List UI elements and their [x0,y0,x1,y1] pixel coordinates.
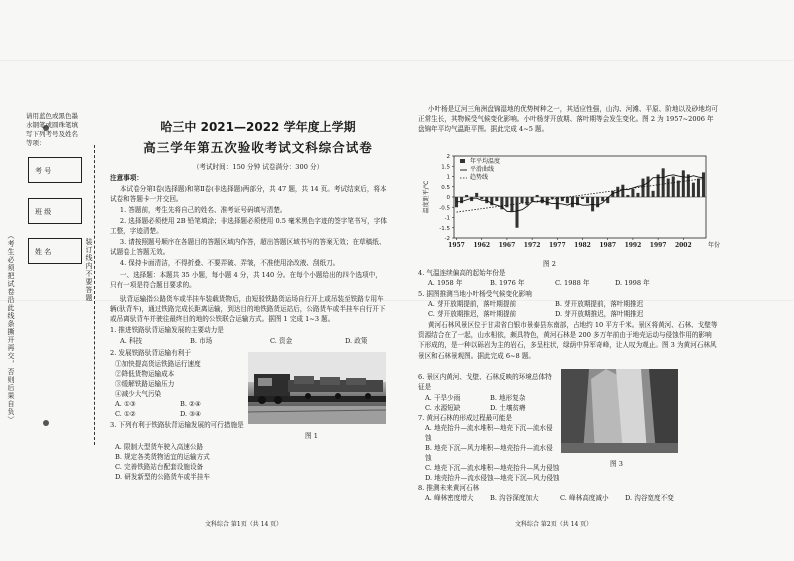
section-heading: 一、选择题：本题共 35 小题，每小题 4 分，共 140 分。在每个小题给出的四个选项中，只有一项是符合题目要求的。 [110,271,382,290]
y-axis-label: 温度距平/℃ [423,180,430,214]
anomaly-bar [495,197,498,201]
anomaly-bar [465,195,468,197]
question-5: 5. 据图推测当地小叶杨受气候变化影响 [418,290,532,298]
anomaly-bar [480,197,483,199]
binding-note-line: 水钢笔或圆珠笔填 [26,121,78,129]
q2-option-d[interactable]: D. ③④ [180,410,202,418]
anomaly-bar [692,183,695,197]
anomaly-bar [641,179,644,197]
y-tick-label: -2 [444,236,450,242]
anomaly-bar [521,197,524,203]
legend-label: 趋势线 [470,174,489,181]
legend-label: 平滑曲线 [470,166,495,173]
stone-forest-illustration [561,369,678,453]
binding-warning: （考生必须把试卷沿此线条撕开再交，否则后果自负） [7,232,15,424]
q6-option-a[interactable]: A. 干旱少雨 [425,394,461,402]
anomaly-bar [702,172,705,197]
anomaly-bar [526,197,529,205]
question-6: 6. 景区内黄河、戈壁、石林反映的环境总体特征是 [418,373,552,392]
q4-5-passage: 小叶杨是辽河三角洲盘锦湿地的优势树种之一，其适应性强，山沟、河滩、平原、阶地以及砂地均可正常生长，其物候受气候变化影响。小叶杨芽开放期、落叶期等会发生变化。图 2 为 1957~2006 年盘锦年平均气温距平图。据此完成 4~5 题。 [418,105,719,134]
q8-option-d[interactable]: D. 沟谷宽度不变 [625,494,674,502]
anomaly-bar [515,197,518,228]
anomaly-bar [687,174,690,197]
q5-option-d[interactable]: D. 芽开放期推迟，落叶期推迟 [555,310,644,318]
anomaly-bar [697,179,700,197]
q2-option-a[interactable]: A. ①③ [115,400,136,408]
anomaly-bar [596,197,599,207]
anomaly-bar [682,170,685,197]
y-tick-label: 1 [446,174,450,181]
page-footer-left: 文科综合 第1页（共 14 页） [205,521,283,528]
anomaly-bar [626,195,629,197]
question-1: 1. 推进铁路驮背运输发展的主要动力是 [110,326,224,334]
anomaly-bar [546,197,549,205]
y-tick-label: -1 [444,215,450,222]
anomaly-bar [621,185,624,197]
anomaly-bar [460,197,463,203]
q6-option-d[interactable]: D. 土壤贫瘠 [490,404,526,412]
binding-note-line: 等项： [26,139,46,147]
question-4: 4. 气温连续偏高的起始年份是 [418,269,506,277]
page-footer-right: 文科综合 第2页（共 14 页） [515,521,593,528]
q1-option-b[interactable]: B. 市场 [190,337,213,345]
q8-option-c[interactable]: C. 峰林高度减小 [560,494,609,502]
notes-item: 4. 保持卡面清洁，不得折叠、不要弄破、弄皱，不准使用涂改液、刮纸刀。 [119,259,340,267]
x-tick-label: 2002 [674,242,692,249]
q2-item: ①加快提高货运铁路运行速度 [115,360,201,368]
figure-1-caption: 图 1 [305,432,318,440]
y-tick-label: 1.5 [441,164,450,171]
q1-option-c[interactable]: C. 资金 [270,337,293,345]
y-tick-label: -1.5 [439,225,450,232]
notes-intro: 本试卷分第Ⅰ卷(选择题)和第Ⅱ卷(非选择题)两部分，共 47 题，共 14 页。考试结束后，将本试卷和答题卡一并交回。 [110,185,387,204]
anomaly-bar [571,197,574,207]
exam-time-info: （考试时间：150 分钟 试卷满分：300 分） [192,163,324,171]
q1-option-a[interactable]: A. 科技 [120,337,143,345]
q3-option-c[interactable]: C. 完善铁路站台配套设施设备 [115,463,204,471]
question-3: 3. 下列有利于铁路驮背运输发展的可行措施是 [110,421,244,429]
q2-item: ③缓解铁路运输压力 [115,380,175,388]
q5-option-a[interactable]: A. 芽开放期提前，落叶期提前 [428,300,517,308]
exam-title-line1: 哈三中 2021—2022 学年度上学期 [160,120,356,134]
figure-2-caption: 图 2 [543,260,556,268]
anomaly-bar [677,181,680,197]
legend-label: 年平均温度 [470,158,501,165]
exam-number-field[interactable] [28,157,82,183]
q4-option-c[interactable]: C. 1988 年 [555,279,590,287]
q7-option-d[interactable]: D. 地壳抬升—流水侵蚀—地壳下沉—风力侵蚀 [425,474,560,482]
anomaly-bar [667,179,670,197]
notes-item: 2. 选择题必须使用 2B 铅笔填涂；非选择题必须使用 0.5 毫米黑色字迹的签字笔书写，字体工整，字迹清楚。 [110,217,387,236]
anomaly-bar [672,177,675,198]
anomaly-bar [631,189,634,197]
figure-1-truck-on-railcar-photo [248,352,386,424]
figure-3-stone-forest-photo [561,369,678,453]
binding-line-label: 装订线内不要答题 [85,238,93,302]
q4-option-b[interactable]: B. 1976 年 [490,279,525,287]
q4-option-d[interactable]: D. 1998 年 [615,279,650,287]
notes-item: 3. 请按照题号顺序在各题目的答题区域内作答，超出答题区域书写的答案无效；在草稿纸、试题卷上答题无效。 [110,238,386,257]
x-tick-label: 1967 [498,242,516,249]
q7-option-b[interactable]: B. 地壳下沉—风力堆积—地壳抬升—流水侵蚀 [425,444,553,463]
anomaly-bar [475,193,478,197]
anomaly-bar [505,197,508,207]
q6-option-c[interactable]: C. 水源短缺 [425,404,461,412]
y-tick-label: 0.5 [441,184,450,191]
q2-item: ②降低货物运输成本 [115,370,175,378]
y-tick-label: 2 [446,154,450,160]
question-8: 8. 推测未来黄河石林 [418,484,480,492]
x-tick-label: 1977 [548,242,566,249]
chart-lines [457,175,704,212]
anomaly-bar [636,193,639,197]
q5-option-b[interactable]: B. 芽开放期提前，落叶期推迟 [555,300,644,308]
legend-bar-swatch [460,159,465,163]
field-label: 姓 名 [35,248,52,256]
exam-title-line2: 高三学年第五次验收考试文科综合试卷 [143,140,373,155]
q8-option-b[interactable]: B. 沟谷深度加大 [490,494,539,502]
x-tick-label: 1972 [523,242,541,249]
figure-3-caption: 图 3 [610,460,623,468]
binding-note [26,112,88,148]
seal-dashed-line [94,145,95,445]
truck-train-illustration [248,352,386,424]
name-field[interactable] [28,238,82,264]
question-7: 7. 黄河石林的形成过程最可能是 [418,414,513,422]
class-field[interactable] [28,198,82,224]
binding-note-line: 请用蓝色或黑色墨 [26,112,78,120]
field-label: 考 号 [35,167,52,175]
question-2: 2. 发展铁路驮背运输有利于 [110,349,191,357]
field-label: 班 级 [35,208,52,216]
chart-legend [460,157,500,181]
anomaly-bar [566,197,569,203]
q8-option-a[interactable]: A. 峰林密度增大 [425,494,474,502]
q2-option-c[interactable]: C. ①② [115,410,136,418]
x-tick-label: 1982 [574,242,591,249]
q3-option-b[interactable]: B. 规定各类货物适宜的运输方式 [115,453,210,461]
notes-heading: 注意事项： [110,174,143,182]
y-tick-label: -0.5 [439,205,450,212]
x-tick-label: 1987 [599,242,617,249]
x-axis-end-label: 年份 [708,242,720,249]
q3-option-a[interactable]: A. 限制大型货车驶入高速公路 [115,443,204,451]
anomaly-bar [531,197,534,201]
x-tick-label: 1997 [649,242,667,249]
smoothed-curve [457,175,704,212]
trend-line [457,179,704,212]
q1-3-passage: 驮背运输指公路货车或半挂车装载货物后，由短驳铁路货运场自行开上或吊装至铁路专用车辆(驮背车)，通过铁路完成长距离运输，到达目的地铁路货运站后，公路货车或半挂车自行开下或吊离驮背车并驶往最终目的地的公铁联合运输方式。据图 1 完成 1~3 题。 [110,295,386,324]
x-tick-label: 1957 [448,242,465,249]
q5-option-c[interactable]: C. 芽开放期推迟，落叶期提前 [428,310,517,318]
anomaly-bar [536,195,539,197]
q2-option-b[interactable]: B. ②④ [180,400,201,408]
binding-note-line: 写下列考号及姓名 [26,130,78,138]
anomaly-bar [581,197,584,199]
scan-artifact [0,60,794,61]
q6-8-passage: 黄河石林风景区位于甘肃省白银市景泰县东南部，占地约 10 平方千米。景区将黄河、石林、戈壁等资源结合在了一起，山水相依，颇具特色，黄河石林是 200 多万年前由于地壳运动与侵蚀作用的影响下形成的，是一种以砾岩为主的岩石，多呈柱状，绿荫中异军奇峰，让人叹为观止。图 3 为黄河石林风景区和石林景观图。据此完成 6~8 题。 [418,321,718,360]
anomaly-bar [647,177,650,198]
q2-item: ④减少大气污染 [115,390,162,398]
anomaly-bar [662,168,665,197]
q4-option-a[interactable]: A. 1958 年 [428,279,463,287]
anomaly-bar [652,191,655,197]
q1-option-d[interactable]: D. 政策 [345,337,368,345]
q7-option-c[interactable]: C. 地壳下沉—流水堆积—地壳抬升—风力侵蚀 [425,464,560,472]
x-tick-label: 1962 [473,242,491,249]
anomaly-bar [601,197,604,201]
q3-option-d[interactable]: D. 研发新型的公路货车或半挂车 [115,473,210,481]
temperature-anomaly-chart [420,150,720,255]
q7-option-a[interactable]: A. 地壳抬升—流水堆积—地壳下沉—流水侵蚀 [425,424,553,443]
anomaly-bar [470,197,473,201]
chart-bars [455,168,705,227]
punch-hole [43,420,49,426]
x-tick-label: 1992 [624,242,642,249]
y-tick-label: 0 [446,195,450,201]
anomaly-bar [586,197,589,203]
q6-option-b[interactable]: B. 地形复杂 [490,394,526,402]
notes-item: 1. 答题前，考生先将自己的姓名、准考证号码填写清楚。 [119,206,287,214]
